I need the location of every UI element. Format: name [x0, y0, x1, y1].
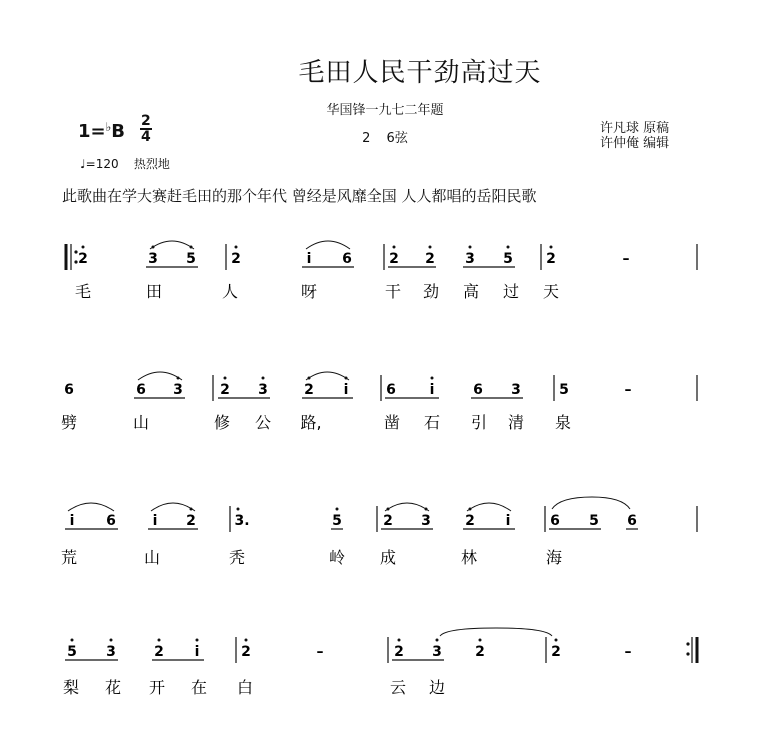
- note: i: [194, 644, 200, 660]
- note: 2: [389, 251, 399, 267]
- song-title: 毛田人民干劲高过天: [298, 58, 542, 88]
- lyric: 林: [460, 548, 478, 567]
- lyric: 花: [104, 678, 122, 697]
- lyric: 在: [190, 678, 208, 697]
- score-row-1: [66, 241, 697, 301]
- lyric: 开: [148, 678, 166, 697]
- score-row-2: [61, 372, 697, 432]
- credit-editor: 许仲俺 编辑: [600, 136, 670, 151]
- score-row-3: [61, 497, 697, 567]
- note: 3: [173, 382, 183, 398]
- note: 2: [154, 644, 164, 660]
- note: i: [152, 513, 158, 529]
- note: 2: [186, 513, 196, 529]
- note: 2: [304, 382, 314, 398]
- lyric: 山: [132, 413, 150, 432]
- lyric: 毛: [74, 282, 92, 301]
- note: –: [622, 251, 630, 267]
- note: 3: [511, 382, 521, 398]
- note: 2: [383, 513, 393, 529]
- note: 3: [432, 644, 442, 660]
- note: 2: [551, 644, 561, 660]
- lyric: 引: [470, 413, 488, 432]
- score-row-4: [63, 628, 697, 697]
- lyric: 白: [236, 678, 254, 697]
- lyric: 田: [145, 282, 163, 301]
- lyric: 清: [507, 413, 525, 432]
- note: 2: [241, 644, 251, 660]
- lyric: 泉: [554, 413, 572, 432]
- note: 3: [106, 644, 116, 660]
- time-sig-denominator: 4: [141, 129, 151, 145]
- lyric: 边: [428, 678, 446, 697]
- note: 5: [332, 513, 342, 529]
- note: i: [429, 382, 435, 398]
- lyric: 石: [423, 413, 441, 432]
- note: i: [505, 513, 511, 529]
- note: 5: [186, 251, 196, 267]
- lyric: 梨: [62, 678, 80, 697]
- note: 6: [627, 513, 637, 529]
- note: 3: [258, 382, 268, 398]
- lyric: 过: [502, 282, 520, 301]
- note: i: [343, 382, 349, 398]
- note: 6: [136, 382, 146, 398]
- note: 5: [589, 513, 599, 529]
- time-sig-numerator: 2: [141, 113, 151, 129]
- expression-mark: 热烈地: [133, 157, 170, 171]
- note: 2: [394, 644, 404, 660]
- lyric: 凿: [383, 413, 401, 432]
- note: 3: [465, 251, 475, 267]
- note: –: [624, 382, 632, 398]
- lyric: 荒: [60, 548, 78, 567]
- key-note: B: [111, 121, 126, 142]
- note: –: [316, 644, 324, 660]
- note: 2: [425, 251, 435, 267]
- credit-original: 许凡球 原稿: [600, 121, 670, 136]
- note: 6: [386, 382, 396, 398]
- note: 5: [67, 644, 77, 660]
- lyric: 山: [143, 548, 161, 567]
- note: i: [306, 251, 312, 267]
- note: –: [624, 644, 632, 660]
- note: 2: [546, 251, 556, 267]
- lyric: 高: [462, 282, 480, 301]
- lyric: 人: [221, 282, 239, 301]
- note: 3: [421, 513, 431, 529]
- flat-sign: ♭: [105, 120, 112, 134]
- lyric: 劈: [60, 413, 78, 432]
- note: 2: [465, 513, 475, 529]
- note: 6: [342, 251, 352, 267]
- lyric: 海: [545, 548, 563, 567]
- note: 5: [559, 382, 569, 398]
- note: 6: [473, 382, 483, 398]
- lyric: 云: [389, 678, 407, 697]
- note: 2: [231, 251, 241, 267]
- note: 3: [148, 251, 158, 267]
- lyric: 路,: [300, 413, 322, 432]
- note: 6: [64, 382, 74, 398]
- lyric: 修: [213, 413, 231, 432]
- note: 5: [503, 251, 513, 267]
- lyric: 成: [379, 548, 397, 567]
- lyric: 秃: [228, 548, 246, 567]
- lyric: 天: [542, 282, 560, 301]
- note: 3.: [234, 513, 250, 529]
- note: i: [69, 513, 75, 529]
- tempo-value: ♩=120: [80, 157, 119, 171]
- tuning-note: 2 6弦: [362, 131, 408, 146]
- note: 6: [106, 513, 116, 529]
- key-label: 1=: [78, 121, 106, 142]
- intro-text: 此歌曲在学大赛赶毛田的那个年代 曾经是风靡全国 人人都唱的岳阳民歌: [62, 187, 537, 205]
- lyric: 岭: [328, 548, 346, 567]
- note: 2: [220, 382, 230, 398]
- lyric: 呀: [300, 282, 318, 301]
- note: 2: [475, 644, 485, 660]
- note: 6: [550, 513, 560, 529]
- lyric: 公: [254, 413, 272, 432]
- inscription: 华国锋一九七二年题: [326, 103, 444, 118]
- lyric: 劲: [422, 282, 440, 301]
- lyric: 干: [384, 282, 402, 301]
- note: 2: [78, 251, 88, 267]
